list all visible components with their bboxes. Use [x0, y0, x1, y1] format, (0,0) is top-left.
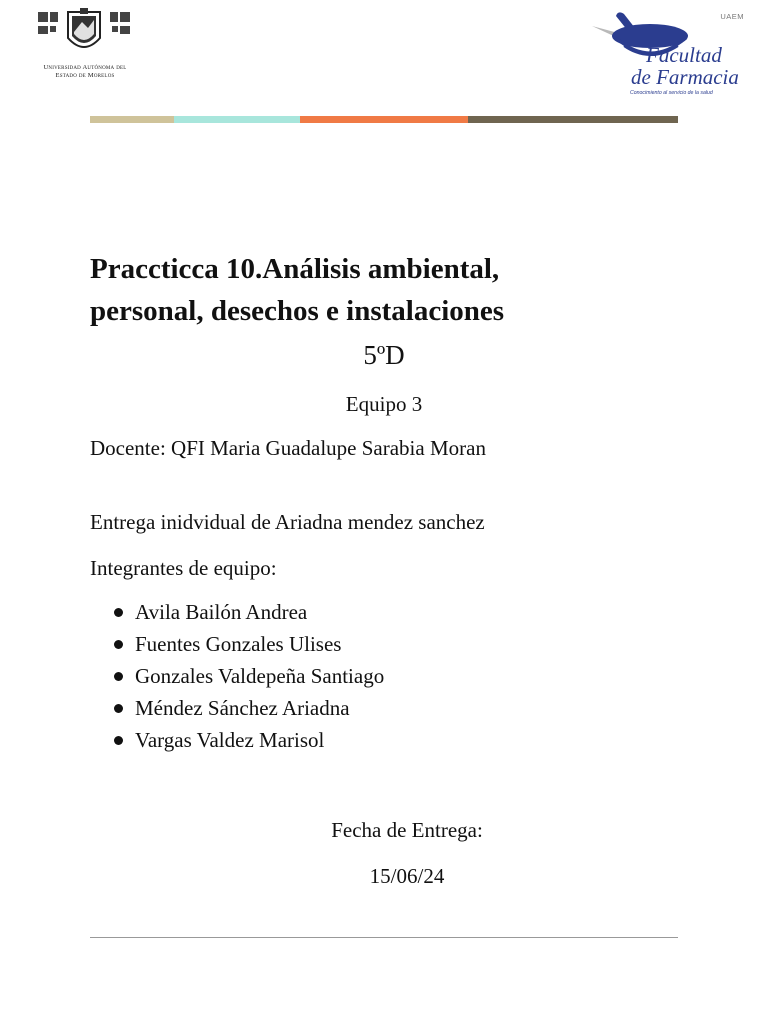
color-bar-segment-1 [90, 116, 174, 123]
due-date-value: 15/06/24 [369, 864, 445, 888]
bullet-icon [114, 672, 123, 681]
faculty-logo [588, 4, 758, 100]
document-title [90, 248, 690, 332]
list-item: Avila Bailón Andrea [90, 596, 384, 628]
list-item: Vargas Valdez Marisol [90, 724, 384, 756]
color-bar-segment-3 [300, 116, 468, 123]
title-line-1: Praccticca 10.Análisis ambiental, [90, 253, 500, 285]
bullet-icon [114, 608, 123, 617]
bullet-icon [114, 640, 123, 649]
delivery-note: Entrega inidvidual de Ariadna mendez sanchez [90, 510, 485, 534]
teacher-line: Docente: QFI Maria Guadalupe Sarabia Moran [90, 436, 486, 460]
university-name: Universidad Autónoma del Estado de Morelos [43, 64, 127, 79]
color-bar-segment-2 [174, 116, 300, 123]
faculty-logo-word1: Facultad [646, 43, 722, 67]
university-logo [26, 8, 144, 86]
due-date-label: Fecha de Entrega: [331, 818, 483, 842]
color-bar-segment-4 [468, 116, 678, 123]
members-heading: Integrantes de equipo: [90, 556, 277, 580]
faculty-logo-word2: de Farmacia [631, 65, 739, 89]
title-line-2: personal, desechos e instalaciones [90, 295, 505, 327]
list-item: Gonzales Valdepeña Santiago [90, 660, 384, 692]
grade-group: 5ºD [363, 340, 405, 370]
faculty-institution-tag: UAEM [720, 12, 744, 21]
bullet-icon [114, 704, 123, 713]
members-list [90, 596, 384, 756]
list-item: Fuentes Gonzales Ulises [90, 628, 384, 660]
header-color-bar [90, 116, 678, 123]
team-label: Equipo 3 [345, 392, 423, 416]
university-seal-icon [34, 8, 134, 62]
bullet-icon [114, 736, 123, 745]
list-item: Méndez Sánchez Ariadna [90, 692, 384, 724]
footer-divider [90, 937, 678, 938]
faculty-tagline: Conocimiento al servicio de la salud [630, 90, 713, 96]
